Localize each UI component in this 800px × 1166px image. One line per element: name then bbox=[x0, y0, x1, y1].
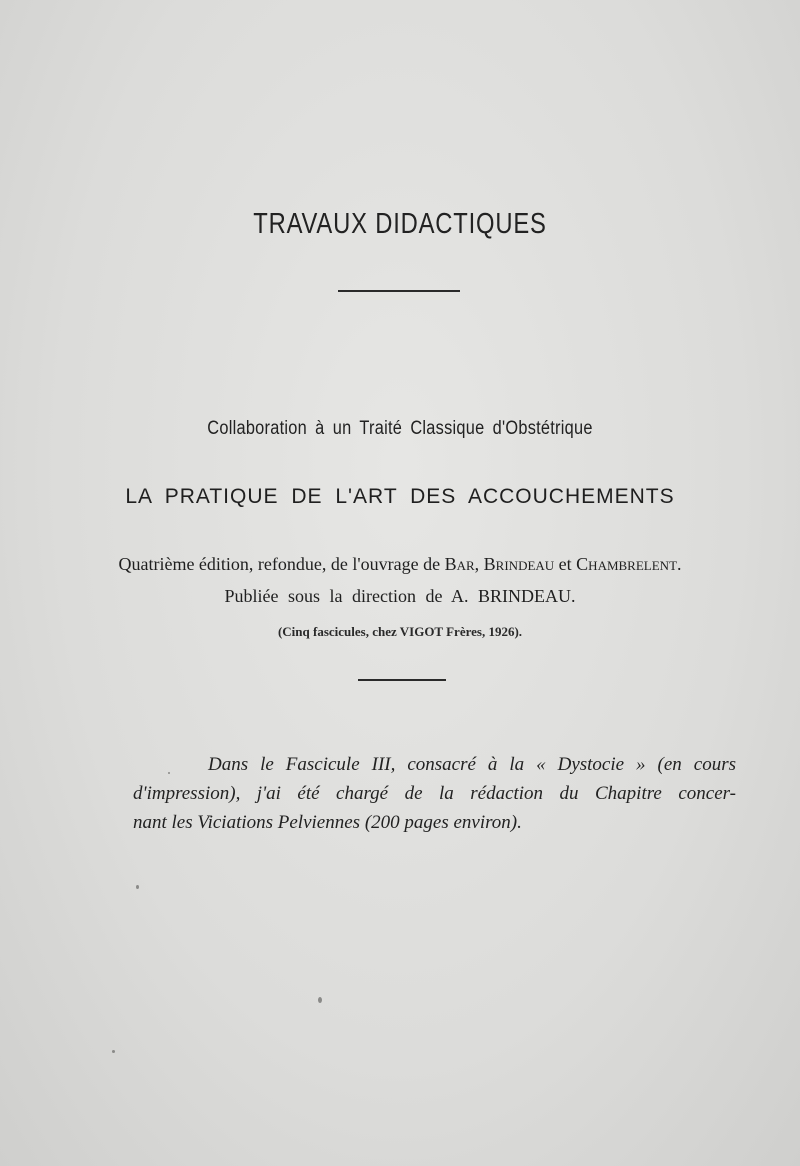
edition-prefix: Quatrième édition, refondue, de l'ouvrage de bbox=[118, 554, 445, 574]
author-bar: Bar bbox=[444, 554, 475, 574]
divider-rule-bottom bbox=[358, 679, 446, 681]
edition-suffix: . bbox=[677, 554, 682, 574]
book-title-heading: LA PRATIQUE DE L'ART DES ACCOUCHEMENTS bbox=[125, 485, 675, 508]
author-chambrelent: Chambrelent bbox=[576, 554, 678, 574]
body-paragraph bbox=[133, 750, 736, 837]
fascicules-note: (Cinq fascicules, chez VIGOT Frères, 1926). bbox=[277, 624, 523, 639]
divider-rule-top bbox=[338, 290, 460, 292]
page-title: TRAVAUX DIDACTIQUES bbox=[253, 208, 547, 240]
edition-sep1: , bbox=[474, 554, 484, 574]
edition-line bbox=[0, 554, 800, 575]
paper-speck bbox=[168, 772, 170, 774]
author-brindeau: Brindeau bbox=[483, 554, 555, 574]
paper-speck bbox=[318, 997, 322, 1003]
paragraph-line-3: nant les Viciations Pelviennes (200 pages environ). bbox=[133, 812, 522, 833]
edition-sep2: et bbox=[554, 554, 577, 574]
collaboration-subtitle: Collaboration à un Traité Classique d'Obstétrique bbox=[207, 418, 593, 439]
paragraph-line-2: d'impression), j'ai été chargé de la rédaction du Chapitre concer- bbox=[133, 783, 736, 804]
paper-speck bbox=[112, 1050, 115, 1053]
direction-line: Publiée sous la direction de A. BRINDEAU. bbox=[224, 586, 576, 606]
paragraph-line-1: Dans le Fascicule III, consacré à la « Dystocie » (en cours bbox=[208, 754, 736, 775]
paper-speck bbox=[136, 885, 139, 889]
